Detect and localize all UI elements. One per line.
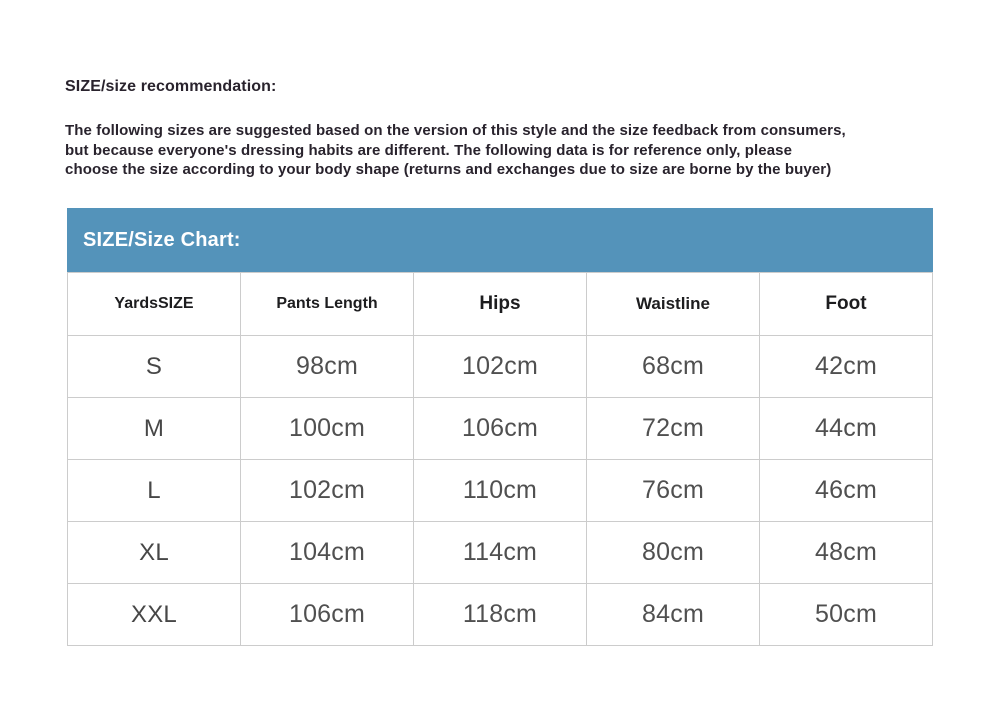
waistline-cell: 72cm [587,398,760,460]
hips-cell: 102cm [414,336,587,398]
table-row-s [68,336,933,398]
waistline-cell: 76cm [587,460,760,522]
table-row-xl [68,522,933,584]
column-header-hips: Hips [414,273,587,336]
hips-cell: 114cm [414,522,587,584]
foot-cell: 42cm [760,336,933,398]
pants-length-cell: 104cm [241,522,414,584]
size-chart-title-bar [67,208,933,272]
size-cell: S [68,336,241,398]
pants-length-cell: 98cm [241,336,414,398]
header-row [68,273,933,336]
foot-cell: 48cm [760,522,933,584]
size-table-body [68,336,933,646]
pants-length-cell: 102cm [241,460,414,522]
foot-cell: 46cm [760,460,933,522]
pants-length-cell: 106cm [241,584,414,646]
hips-cell: 110cm [414,460,587,522]
size-table-header [68,273,933,336]
size-cell: M [68,398,241,460]
size-chart-section [67,208,933,646]
foot-cell: 50cm [760,584,933,646]
size-chart-title: SIZE/Size Chart: [83,228,241,251]
waistline-cell: 84cm [587,584,760,646]
column-header-foot: Foot [760,273,933,336]
size-chart-table [67,272,933,646]
size-cell: XL [68,522,241,584]
hips-cell: 106cm [414,398,587,460]
recommendation-line-2: but because everyone's dressing habits are different. The following data is for reference only, please [65,141,793,159]
recommendation-line-3: choose the size according to your body shape (returns and exchanges due to size are borne by the buyer) [65,161,832,178]
column-header-size: YardsSIZE [68,273,241,336]
size-cell: XXL [68,584,241,646]
foot-cell: 44cm [760,398,933,460]
hips-cell: 118cm [414,584,587,646]
recommendation-line-1: The following sizes are suggested based on the version of this style and the size feedback from consumers, [65,122,846,139]
size-recommendation-heading: SIZE/size recommendation: [65,78,277,95]
table-row-l [68,460,933,522]
size-recommendation-paragraph [65,121,846,180]
waistline-cell: 80cm [587,522,760,584]
table-row-m [68,398,933,460]
size-cell: L [68,460,241,522]
column-header-pants-length: Pants Length [241,273,414,336]
table-row-xxl [68,584,933,646]
pants-length-cell: 100cm [241,398,414,460]
column-header-waistline: Waistline [587,273,760,336]
waistline-cell: 68cm [587,336,760,398]
